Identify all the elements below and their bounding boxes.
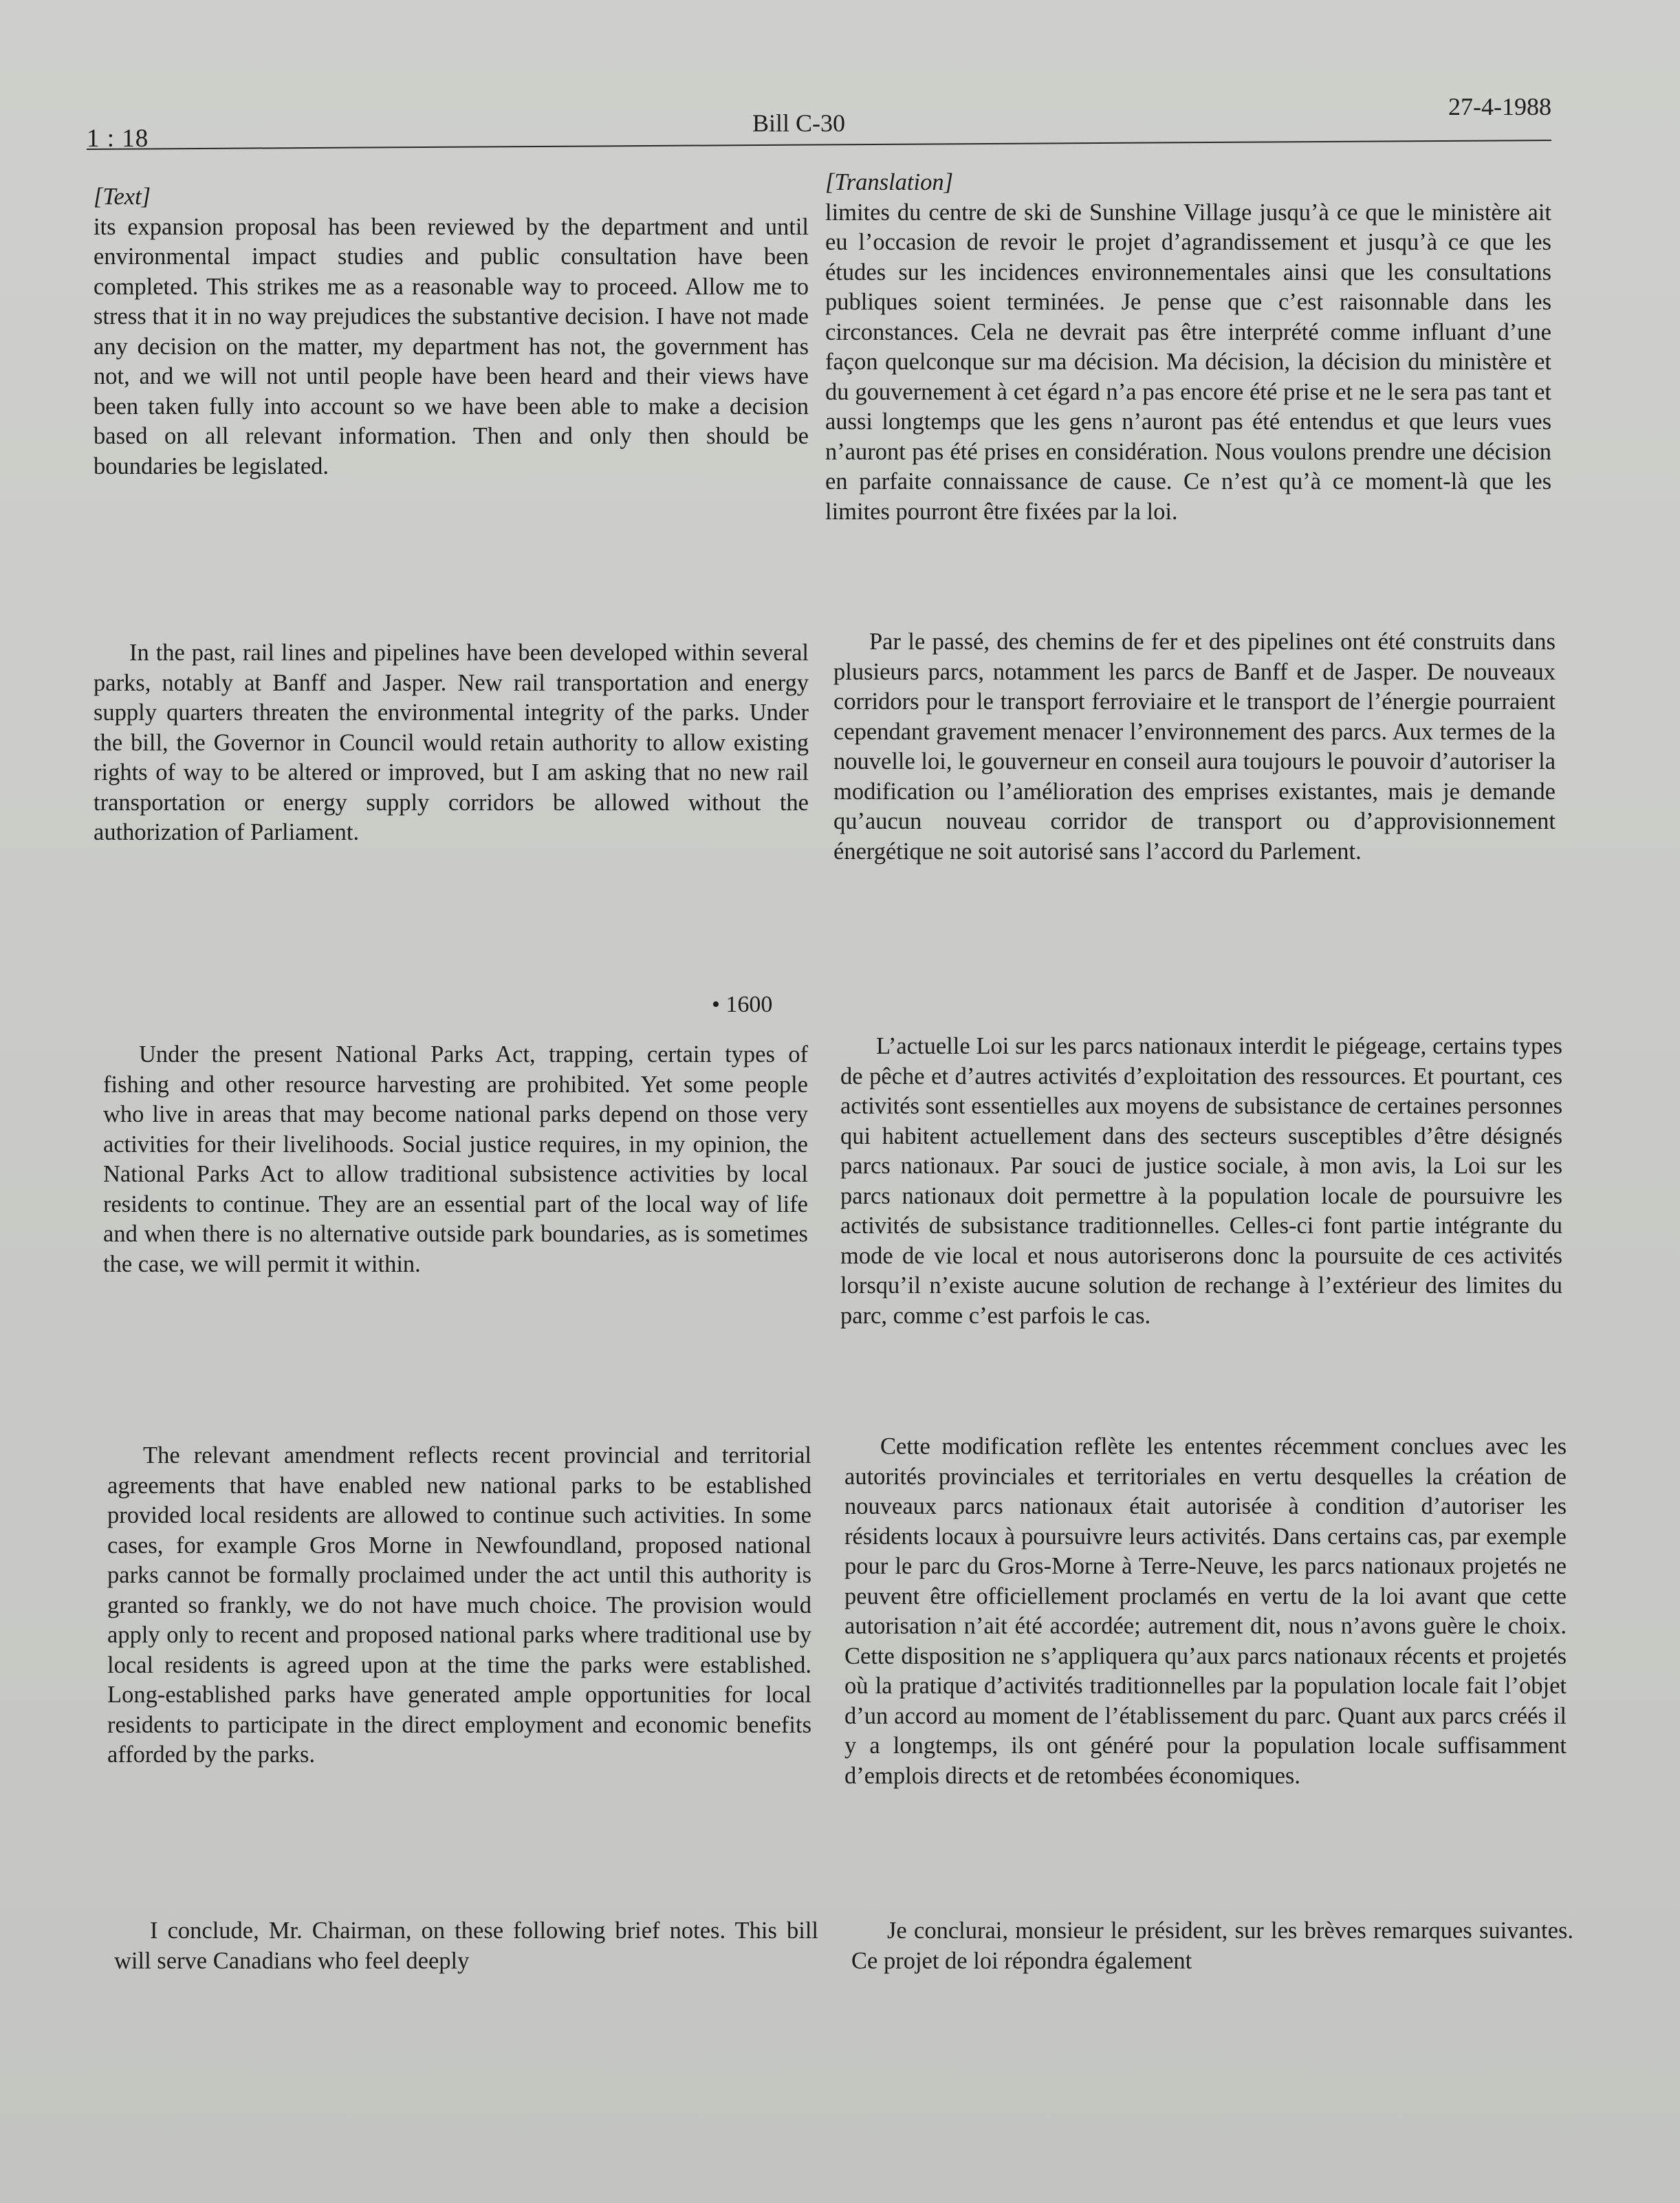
- right-paragraph-2: Par le passé, des chemins de fer et des pipelines ont été construits dans plusieurs parcs, notamment les parcs de Banff et de Jasper. De nouveaux corridors pour le transport ferroviaire et le transport de l’énergie pourraient cependant gravement menacer l’environnement des parcs. Aux termes de la nouvelle loi, le gouverneur en conseil aura toujours le pouvoir d’autoriser la modification ou l’amélioration des emprises existantes, mais je demande qu’aucun nouveau corridor de transport ou d’approvisionnement énergétique ne soit autorisé sans l’accord du Parlement.: [833, 629, 1556, 865]
- right-column-top: [825, 168, 1551, 527]
- left-paragraph-1: its expansion proposal has been reviewed by the department and until environmental impact studies and public consultation have been completed. This strikes me as a reasonable way to proceed. Allow me to stress that it in no way prejudices the substantive decision. I have not made any decision on the matter, my department has not, the government has not, and we will not until people have been heard and their views have been taken fully into account so we have been able to make a decision based on all relevant information. Then and only then should be boundaries be legislated.: [94, 213, 809, 479]
- right-column-block-3: [840, 1032, 1562, 1331]
- left-column-block-5: [114, 1916, 818, 1976]
- text-tag: [Text]: [94, 184, 151, 210]
- left-paragraph-3: Under the present National Parks Act, trapping, certain types of fishing and other resource harvesting are prohibited. Yet some people who live in areas that may become national parks depend on those very activities for their livelihoods. Social justice requires, in my opinion, the National Parks Act to allow traditional subsistence activities by local residents to continue. They are an essential part of the local way of life and when there is no alternative outside park boundaries, as is sometimes the case, we will permit it within.: [103, 1041, 808, 1277]
- time-marker: • 1600: [712, 992, 773, 1017]
- left-column-block-2: [94, 638, 809, 848]
- right-paragraph-3: L’actuelle Loi sur les parcs nationaux interdit le piégeage, certains types de pêche et d’autres activités d’exploitation des ressources. Et pourtant, ces activités sont essentielles aux moyens de subsistance de certaines personnes qui habitent actuellement dans des secteurs susceptibles d’être désignés parcs nationaux. Par souci de justice sociale, à mon avis, la Loi sur les parcs nationaux doit permettre à la population locale de poursuivre les activités de subsistance traditionnelles. Celles-ci font partie intégrante du mode de vie local et nous autoriserons donc la poursuite de ces activités lorsqu’il n’existe aucune solution de rechange à l’extérieur des limites du parc, comme c’est parfois le cas.: [840, 1033, 1562, 1329]
- right-column-block-5: [851, 1916, 1573, 1976]
- page-date: 27-4-1988: [1448, 93, 1551, 120]
- left-column-block-4: [107, 1441, 811, 1770]
- right-column-block-2: [833, 627, 1556, 867]
- right-paragraph-1: limites du centre de ski de Sunshine Village jusqu’à ce que le ministère ait eu l’occasion de revoir le projet d’agrandissement et jusqu’à ce que les études sur les incidences environnementales ainsi que les consultations publiques soient terminées. Je pense que c’est raisonnable dans les circonstances. Cela ne devrait pas être interprété comme influant d’une façon quelconque sur ma décision. Ma décision, la décision du ministère et du gouvernement à cet égard n’a pas encore été prise et ne le sera pas tant et aussi longtemps que les gens n’auront pas été entendus et que leurs vues n’auront pas été prises en considération. Nous voulons prendre une décision en parfaite connaissance de cause. Ce n’est qu’à ce moment-là que les limites pourront être fixées par la loi.: [825, 199, 1551, 525]
- left-column-top: [94, 182, 809, 481]
- left-paragraph-5: I conclude, Mr. Chairman, on these following brief notes. This bill will serve Canadians who feel deeply: [114, 1918, 818, 1974]
- right-paragraph-4: Cette modification reflète les ententes récemment conclues avec les autorités provinciales et territoriales en vertu desquelles la création de nouveaux parcs nationaux était autorisée à condition d’autoriser les résidents locaux à poursuivre leurs activités. Dans certains cas, par exemple pour le parc du Gros-Morne à Terre-Neuve, les parcs nationaux projetés ne peuvent être officiellement proclamés en vertu de la loi avant que cette autorisation n’ait été accordée; autrement dit, nous n’avons guère le choix. Cette disposition ne s’appliquera qu’aux parcs nationaux récents et projetés où la pratique d’activités traditionnelles par la population locale fait l’objet d’un accord au moment de l’établissement du parc. Quant aux parcs créés il y a longtemps, ils ont généré pour la population locale suffisamment d’emplois directs et de retombées économiques.: [844, 1433, 1567, 1789]
- right-column-block-4: [844, 1432, 1567, 1791]
- left-column-block-3: [103, 1040, 808, 1279]
- right-paragraph-5: Je conclurai, monsieur le président, sur les brèves remarques suivantes. Ce projet de loi répondra également: [851, 1918, 1573, 1974]
- left-paragraph-2: In the past, rail lines and pipelines have been developed within several parks, notably at Banff and Jasper. New rail transportation and energy supply quarters threaten the environmental integrity of the parks. Under the bill, the Governor in Council would retain authority to allow existing rights of way to be altered or improved, but I am asking that no new rail transportation or energy supply corridors be allowed without the authorization of Parliament.: [94, 640, 809, 845]
- running-title: Bill C-30: [752, 109, 846, 137]
- translation-tag: [Translation]: [825, 169, 953, 195]
- page-number: 1 : 18: [87, 124, 149, 153]
- left-paragraph-4: The relevant amendment reflects recent provincial and territorial agreements that have enabled new national parks to be established provided local residents are allowed to continue such activities. In some cases, for example Gros Morne in Newfoundland, proposed national parks cannot be formally proclaimed under the act until this authority is granted so frankly, we do not have much choice. The provision would apply only to recent and proposed national parks where traditional use by local residents is agreed upon at the time the parks were established. Long-established parks have generated ample opportunities for local residents to participate in the direct employment and economic benefits afforded by the parks.: [107, 1442, 811, 1768]
